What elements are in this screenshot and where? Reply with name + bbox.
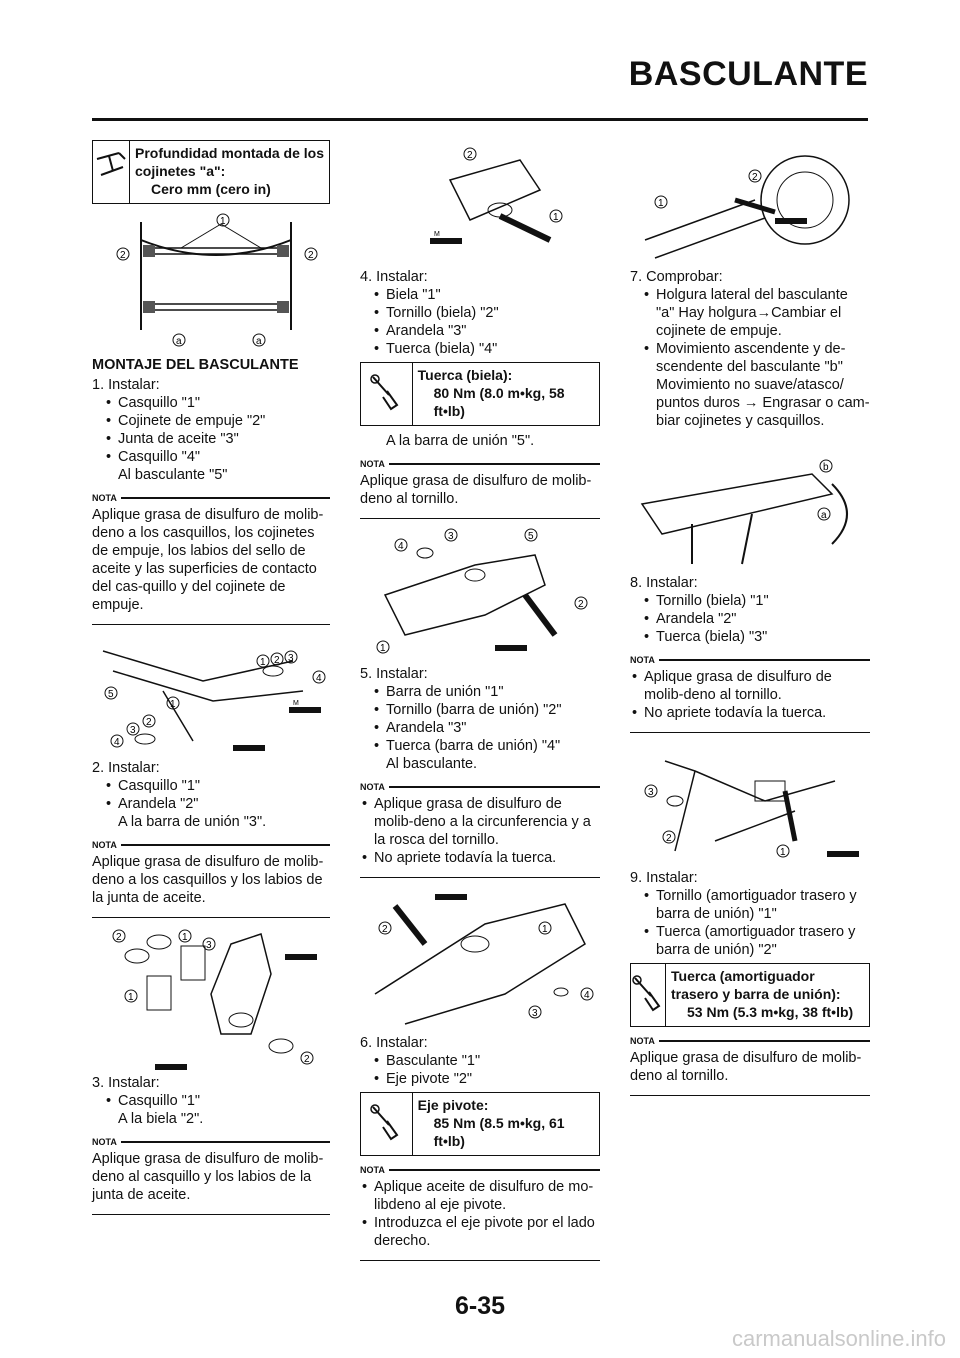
callout-1: 1 — [542, 924, 548, 935]
note-item: • No apriete todavía la tuerca. — [630, 704, 870, 722]
torque-wrench-icon — [361, 1093, 413, 1155]
spec-label: Tuerca (amortiguador trasero y barra de unión): — [671, 968, 841, 1002]
note-label: NOTA — [92, 493, 117, 503]
note-box — [92, 1136, 330, 1215]
list-item: • Arandela "2" — [92, 795, 330, 813]
spec-label: Profundidad montada de los cojinetes "a": — [135, 145, 325, 179]
list-item: • Casquillo "1" — [92, 394, 330, 412]
measure-icon — [93, 141, 130, 203]
note-label: NOTA — [92, 1137, 117, 1147]
step-8-title: 8. Instalar: — [630, 575, 698, 591]
list-item: • Holgura lateral del basculante "a" Hay holgura→Cambiar el cojinete de empuje. — [630, 286, 870, 340]
note-box — [630, 654, 870, 733]
callout-4: 4 — [316, 673, 322, 684]
note-text: Aplique grasa de disulfuro de molib-deno al tornillo. — [630, 1050, 862, 1084]
list-item: • Movimiento ascendente y de-scendente del basculante "b" Movimiento no suave/atasco/ puntos duros → Engrasar o cam-biar cojinetes y casquillos. — [630, 340, 870, 430]
spec-value: 80 Nm (8.0 m•kg, 58 ft•lb) — [433, 385, 565, 419]
callout-b: b — [823, 462, 829, 473]
callout-1: 1 — [220, 216, 226, 227]
callout-1b: 1 — [170, 699, 176, 710]
list-item: • Casquillo "1" — [92, 1092, 330, 1110]
list-item: • Eje pivote "2" — [360, 1070, 600, 1088]
spec-box-pivot-shaft — [360, 1092, 600, 1156]
callout-2: 2 — [382, 924, 388, 935]
spec-label: Tuerca (biela): — [417, 367, 513, 383]
note-box — [630, 1035, 870, 1096]
list-item: • Junta de aceite "3" — [92, 430, 330, 448]
spec-box-shock-nut — [630, 963, 870, 1027]
step-sub: A la barra de unión "3". — [118, 814, 267, 830]
list-item: • Casquillo "4" — [92, 448, 330, 466]
spec-label: Eje pivote: — [417, 1097, 489, 1113]
page-number: 6-35 — [454, 1292, 506, 1320]
step-7-title: 7. Comprobar: — [630, 269, 723, 285]
list-item: • Basculante "1" — [360, 1052, 600, 1070]
callout-3: 3 — [532, 1008, 538, 1019]
list-item: • Barra de unión "1" — [360, 683, 600, 701]
callout-1: 1 — [553, 212, 559, 223]
callout-2: 2 — [666, 833, 672, 844]
note-text: Aplique grasa de disulfuro de molib-deno al tornillo. — [360, 473, 592, 507]
list-item: • Tornillo (biela) "1" — [630, 592, 870, 610]
note-box — [360, 458, 600, 519]
callout-2: 2 — [752, 172, 758, 183]
callout-2: 2 — [116, 932, 122, 943]
note-label: NOTA — [360, 459, 385, 469]
list-item: • Casquillo "1" — [92, 777, 330, 795]
note-box — [92, 492, 330, 625]
step-6-title: 6. Instalar: — [360, 1035, 428, 1051]
callout-3: 3 — [288, 653, 294, 664]
list-item: • Cojinete de empuje "2" — [92, 412, 330, 430]
note-text: Aplique grasa de disulfuro de molib-deno a los casquillos, los cojinetes de empuje, los labios del sello de aceite y las superficies de contacto del cas-quillo y del cojinete de empuje. — [92, 507, 324, 613]
spec-box-rod-nut — [360, 362, 600, 426]
callout-a2: a — [256, 336, 262, 347]
note-item: • Aplique grasa de disulfuro de molib-deno al tornillo. — [630, 668, 870, 704]
callout-1: 1 — [380, 643, 386, 654]
note-item: • Aplique aceite de disulfuro de mo-libdeno al eje pivote. — [360, 1178, 600, 1214]
callout-2b: 2 — [304, 1054, 310, 1065]
note-label: NOTA — [630, 655, 655, 665]
note-item: • Introduzca el eje pivote por el lado derecho. — [360, 1214, 600, 1250]
callout-2: 2 — [120, 250, 126, 261]
note-item: • Aplique grasa de disulfuro de molib-deno a la circunferencia y a la rosca del tornillo. — [360, 795, 600, 849]
callout-2: 2 — [274, 655, 280, 666]
header-rule — [92, 118, 868, 121]
grease-mark: M — [434, 231, 440, 238]
column-3 — [630, 140, 870, 1102]
spec-value: 53 Nm (5.3 m•kg, 38 ft•lb) — [687, 1004, 854, 1020]
step-2-title: 2. Instalar: — [92, 760, 160, 776]
figure-swingarm-play — [632, 444, 868, 574]
list-item: • Tornillo (biela) "2" — [360, 304, 600, 322]
callout-4: 4 — [398, 541, 404, 552]
figure-relay-arm — [365, 525, 595, 665]
list-item: • Tuerca (biela) "3" — [630, 628, 870, 646]
callout-3b: 3 — [130, 725, 136, 736]
list-item: • Arandela "3" — [360, 322, 600, 340]
spec-value: 85 Nm (8.5 m•kg, 61 ft•lb) — [433, 1115, 565, 1149]
step-sub: A la barra de unión "5". — [386, 433, 535, 449]
page-title: BASCULANTE — [628, 55, 868, 93]
note-item: • No apriete todavía la tuerca. — [360, 849, 600, 867]
note-label: NOTA — [630, 1036, 655, 1046]
callout-2: 2 — [578, 599, 584, 610]
list-item: • Tuerca (barra de unión) "4" — [360, 737, 600, 755]
list-item: • Tornillo (amortiguador trasero y barra de unión) "1" — [630, 887, 870, 923]
callout-5: 5 — [528, 531, 534, 542]
column-1 — [92, 140, 330, 1221]
spec-box-bearing-depth — [92, 140, 330, 204]
grease-mark: M — [293, 700, 299, 707]
step-sub: A la biela "2". — [118, 1111, 204, 1127]
note-text: Aplique grasa de disulfuro de molib-deno al casquillo y los labios de la junta de aceite. — [92, 1151, 324, 1203]
figure-bushings-washers — [93, 631, 329, 759]
step-1-title: 1. Instalar: — [92, 377, 160, 393]
callout-2: 2 — [467, 150, 473, 161]
note-box — [92, 839, 330, 918]
note-box — [360, 781, 600, 878]
section-title: MONTAJE DEL BASCULANTE — [92, 357, 299, 373]
callout-1b: 1 — [128, 992, 134, 1003]
callout-1: 1 — [182, 932, 188, 943]
list-item: • Arandela "2" — [630, 610, 870, 628]
figure-swingarm-pivot — [365, 884, 595, 1034]
list-item: • Biela "1" — [360, 286, 600, 304]
callout-3: 3 — [206, 940, 212, 951]
figure-engine-pivot — [635, 140, 865, 268]
step-sub: Al basculante "5" — [118, 467, 228, 483]
callout-4b: 4 — [114, 737, 120, 748]
column-2 — [360, 140, 600, 1267]
callout-5: 5 — [108, 689, 114, 700]
list-item: • Tuerca (amortiguador trasero y barra de unión) "2" — [630, 923, 870, 959]
note-label: NOTA — [360, 782, 385, 792]
list-item: • Tuerca (biela) "4" — [360, 340, 600, 358]
callout-1: 1 — [658, 198, 664, 209]
callout-1: 1 — [260, 657, 266, 668]
watermark: carmanualsonline.info — [731, 1326, 946, 1351]
callout-3: 3 — [448, 531, 454, 542]
step-sub: Al basculante. — [386, 756, 478, 772]
step-9-title: 9. Instalar: — [630, 870, 698, 886]
note-box — [360, 1164, 600, 1261]
list-item: • Tornillo (barra de unión) "2" — [360, 701, 600, 719]
callout-a: a — [176, 336, 182, 347]
step-4-title: 4. Instalar: — [360, 269, 428, 285]
callout-2b: 2 — [146, 717, 152, 728]
step-3-title: 3. Instalar: — [92, 1075, 160, 1091]
callout-1: 1 — [780, 847, 786, 858]
spec-value: Cero mm (cero in) — [151, 181, 271, 197]
figure-shock-bolt — [635, 741, 865, 869]
note-label: NOTA — [92, 840, 117, 850]
figure-rod-bolt — [380, 140, 580, 268]
figure-swingarm-bearings — [101, 210, 321, 350]
list-item: • Arandela "3" — [360, 719, 600, 737]
step-5-title: 5. Instalar: — [360, 666, 428, 682]
note-label: NOTA — [360, 1165, 385, 1175]
callout-2b: 2 — [308, 250, 314, 261]
torque-wrench-icon — [631, 964, 666, 1026]
callout-a: a — [821, 510, 827, 521]
callout-4: 4 — [584, 990, 590, 1001]
note-text: Aplique grasa de disulfuro de molib-deno a los casquillos y los labios de la junta de aceite. — [92, 854, 324, 906]
figure-connecting-rod — [101, 924, 321, 1074]
callout-3: 3 — [648, 787, 654, 798]
torque-wrench-icon — [361, 363, 413, 425]
